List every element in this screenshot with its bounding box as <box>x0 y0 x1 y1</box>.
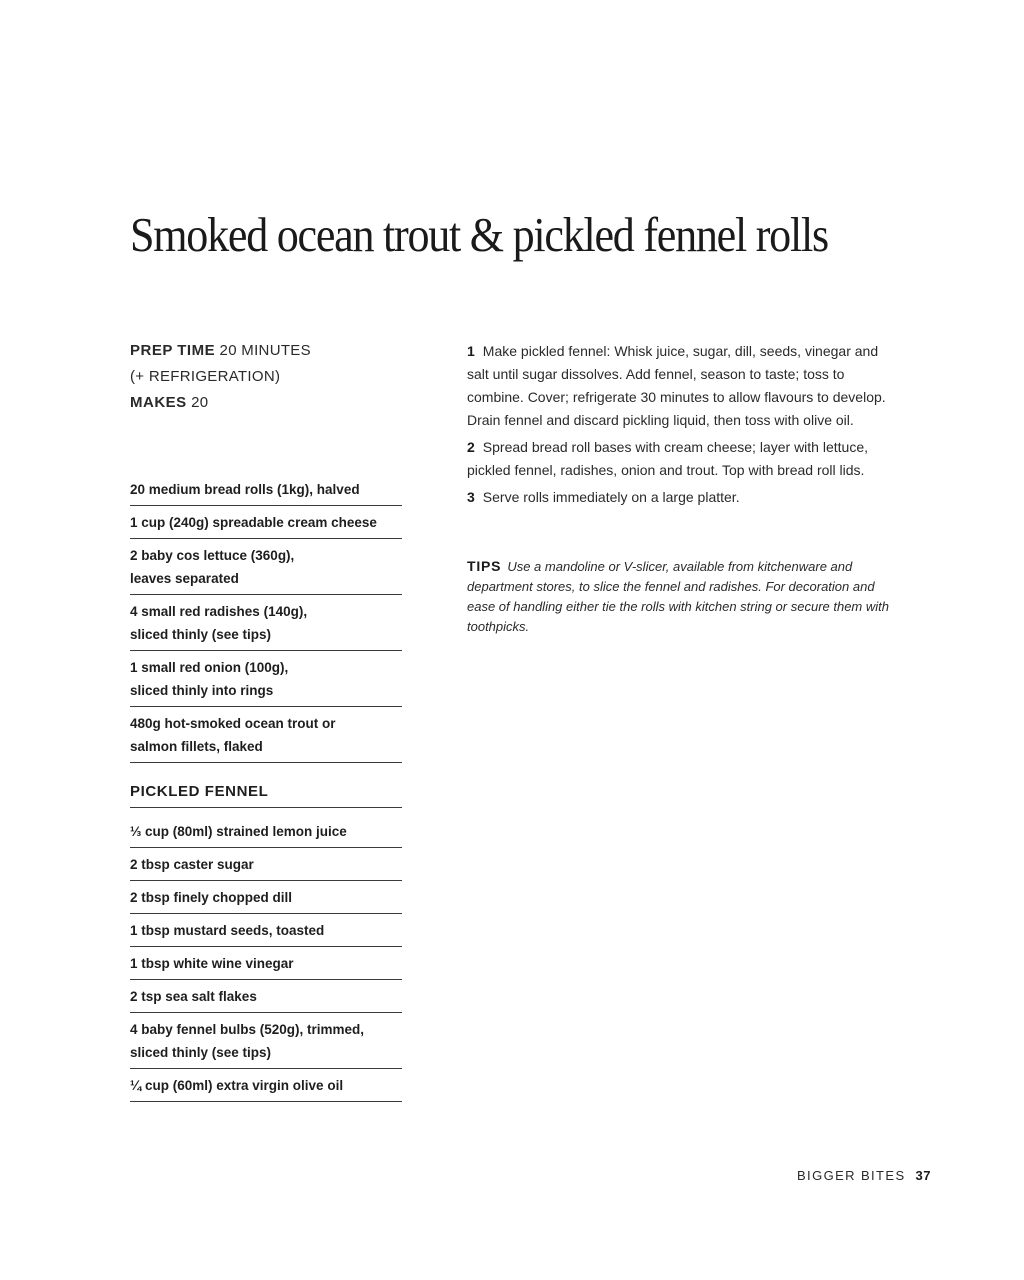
section-name: BIGGER BITES <box>796 1168 906 1183</box>
ingredient-text: 1 cup (240g) spreadable cream cheese <box>130 515 377 530</box>
ingredient-text: salmon fillets, flaked <box>130 739 263 754</box>
ingredient-item <box>130 947 402 980</box>
page-footer <box>797 1168 931 1183</box>
ingredient-item <box>130 1013 402 1069</box>
recipe-meta <box>130 338 410 416</box>
step-number: 1 <box>467 343 475 359</box>
ingredient-text: 2 tbsp finely chopped dill <box>130 890 293 905</box>
makes-line <box>130 390 410 416</box>
ingredient-text: 2 tsp sea salt flakes <box>130 989 257 1004</box>
method-step <box>467 486 897 509</box>
prep-time-line <box>130 338 410 364</box>
tips-block <box>467 556 897 637</box>
recipe-title: Smoked ocean trout & pickled fennel rolls <box>130 207 828 262</box>
ingredient-text: ⅓ cup (80ml) strained lemon juice <box>130 824 347 839</box>
ingredient-text: sliced thinly (see tips) <box>130 1045 272 1060</box>
ingredient-item <box>130 881 402 914</box>
prep-time-value: 20 MINUTES <box>219 342 311 359</box>
ingredient-item <box>130 1069 402 1102</box>
pickled-fennel-heading: PICKLED FENNEL <box>130 779 402 808</box>
ingredient-item <box>130 848 402 881</box>
page-number: 37 <box>915 1168 931 1183</box>
ingredient-text: sliced thinly (see tips) <box>130 627 272 642</box>
ingredient-item <box>130 595 402 651</box>
method-step <box>467 340 897 432</box>
ingredient-item <box>130 539 402 595</box>
method-section <box>467 340 897 513</box>
ingredient-text: 1 tbsp white wine vinegar <box>130 956 294 971</box>
ingredient-text: 20 medium bread rolls (1kg), halved <box>130 482 360 497</box>
ingredient-text: leaves separated <box>130 571 239 586</box>
ingredient-text: 2 tbsp caster sugar <box>130 857 254 872</box>
ingredient-item <box>130 980 402 1013</box>
tips-label: TIPS <box>467 558 502 574</box>
makes-label: MAKES <box>130 394 187 411</box>
prep-time-label: PREP TIME <box>130 342 216 359</box>
ingredient-item <box>130 478 402 506</box>
ingredient-item <box>130 506 402 539</box>
method-step <box>467 436 897 482</box>
tips-text: Use a mandoline or V-slicer, available from kitchenware and department stores, to slice the fennel and radishes. For decoration and ease of handling either tie the rolls with kitchen string or secure them with toothpicks. <box>467 559 889 634</box>
ingredient-text: ¼ cup (60ml) extra virgin olive oil <box>130 1078 344 1093</box>
ingredient-text: 4 baby fennel bulbs (520g), trimmed, <box>130 1022 365 1037</box>
ingredient-item <box>130 914 402 947</box>
ingredient-text: 480g hot-smoked ocean trout or <box>130 716 336 731</box>
ingredient-text: 2 baby cos lettuce (360g), <box>130 548 295 563</box>
ingredient-item <box>130 651 402 707</box>
ingredient-text: 1 tbsp mustard seeds, toasted <box>130 923 325 938</box>
step-text: Serve rolls immediately on a large platter. <box>482 489 740 505</box>
prep-time-note: (+ REFRIGERATION) <box>130 368 281 385</box>
step-text: Spread bread roll bases with cream cheese; layer with lettuce, pickled fennel, radishes, onion and trout. Top with bread roll lids. <box>467 439 868 478</box>
makes-value: 20 <box>191 394 209 411</box>
ingredient-text: sliced thinly into rings <box>130 683 274 698</box>
ingredient-list <box>130 478 402 763</box>
ingredient-item <box>130 707 402 763</box>
step-number: 2 <box>467 439 475 455</box>
ingredient-text: 4 small red radishes (140g), <box>130 604 308 619</box>
ingredient-item <box>130 815 402 848</box>
ingredient-text: 1 small red onion (100g), <box>130 660 289 675</box>
step-number: 3 <box>467 489 475 505</box>
pickled-fennel-list <box>130 815 402 1102</box>
step-text: Make pickled fennel: Whisk juice, sugar, dill, seeds, vinegar and salt until sugar dissolves. Add fennel, season to taste; toss to combine. Cover; refrigerate 30 minutes to allow flavours to develop. Drain fennel and discard pickling liquid, then toss with olive oil. <box>467 343 886 428</box>
